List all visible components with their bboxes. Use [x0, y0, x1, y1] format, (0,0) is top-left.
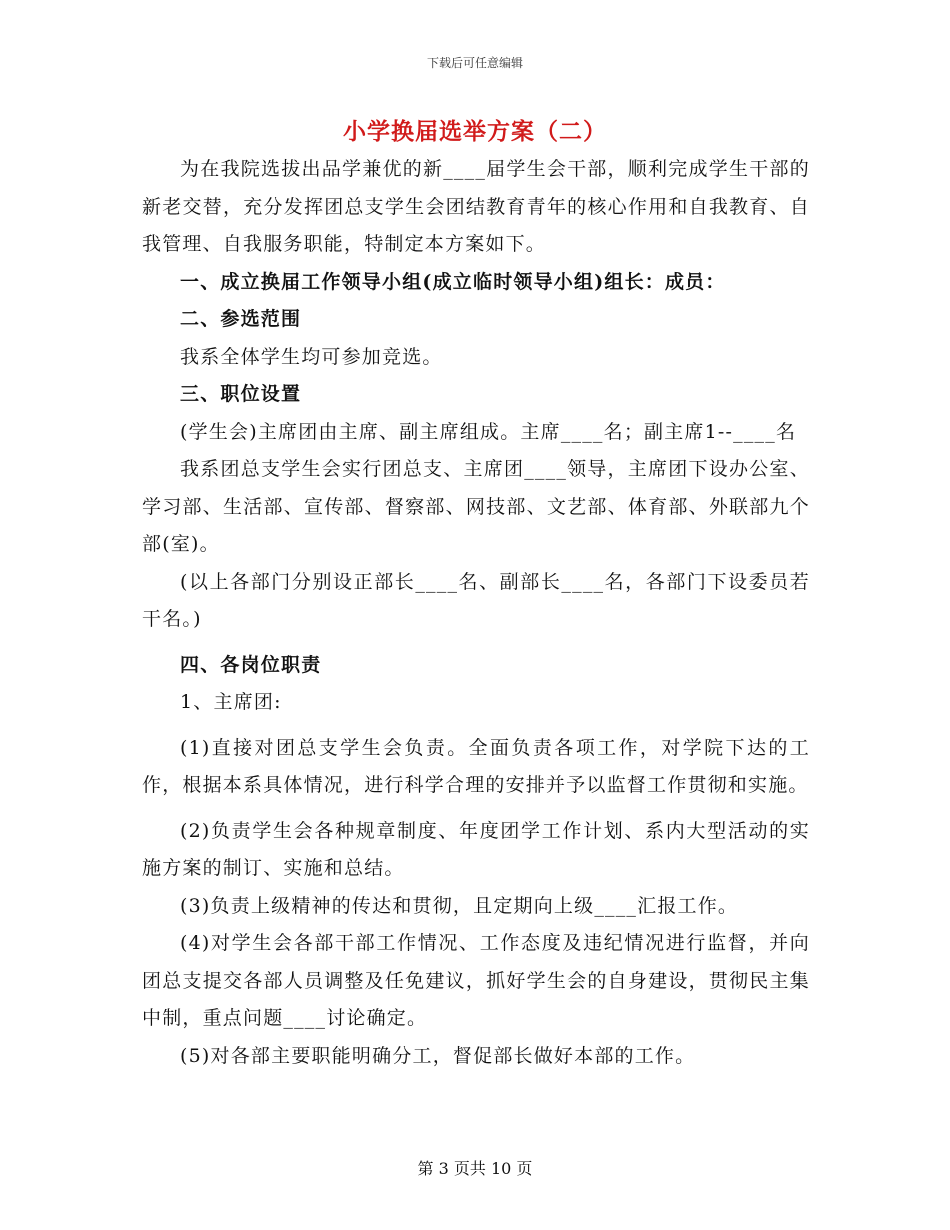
duty-item-5: (5)对各部主要职能明确分工，督促部长做好本部的工作。 [180, 1044, 696, 1067]
section-heading-1: 一、成立换届工作领导小组(成立临时领导小组)组长：成员： [180, 270, 726, 293]
subsection-presidium: 1、主席团: [180, 691, 282, 713]
duty-item-2: (2)负责学生会各种规章制度、年度团学工作计划、系内大型活动的实施方案的制订、实施和总结。 [142, 819, 810, 879]
document-title: 小学换届选举方案（二） [343, 118, 607, 145]
duty-item-3: (3)负责上级精神的传达和贯彻，且定期向上级____汇报工作。 [180, 894, 739, 917]
section-heading-3: 三、职位设置 [180, 383, 302, 405]
paragraph-scope: 我系全体学生均可参加竞选。 [180, 345, 443, 368]
page-number: 第 3 页共 10 页 [417, 1159, 533, 1178]
document-body [142, 151, 810, 1075]
paragraph-department-heads: (以上各部门分别设正部长____名、副部长____名，各部门下设委员若干名。) [142, 570, 810, 630]
section-heading-2: 二、参选范围 [180, 308, 302, 330]
header-note: 下载后可任意编辑 [426, 56, 523, 70]
section-heading-4: 四、各岗位职责 [180, 653, 322, 676]
intro-paragraph: 为在我院选拔出品学兼优的新____届学生会干部，顺利完成学生干部的新老交替，充分发挥团总支学生会团结教育青年的核心作用和自我教育、自我管理、自我服务职能，特制定本方案如下。 [142, 158, 810, 255]
paragraph-positions: (学生会)主席团由主席、副主席组成。主席____名；副主席1--____名 [180, 420, 797, 443]
paragraph-departments: 我系团总支学生会实行团总支、主席团____领导，主席团下设办公室、学习部、生活部、宣传部、督察部、网技部、文艺部、体育部、外联部九个部(室)。 [142, 458, 810, 555]
duty-item-1: (1)直接对团总支学生会负责。全面负责各项工作，对学院下达的工作，根据本系具体情况，进行科学合理的安排并予以监督工作贯彻和实施。 [142, 736, 810, 796]
duty-item-4: (4)对学生会各部干部工作情况、工作态度及违纪情况进行监督，并向团总支提交各部人员调整及任免建议，抓好学生会的自身建设，贯彻民主集中制，重点问题____讨论确定。 [142, 932, 810, 1029]
